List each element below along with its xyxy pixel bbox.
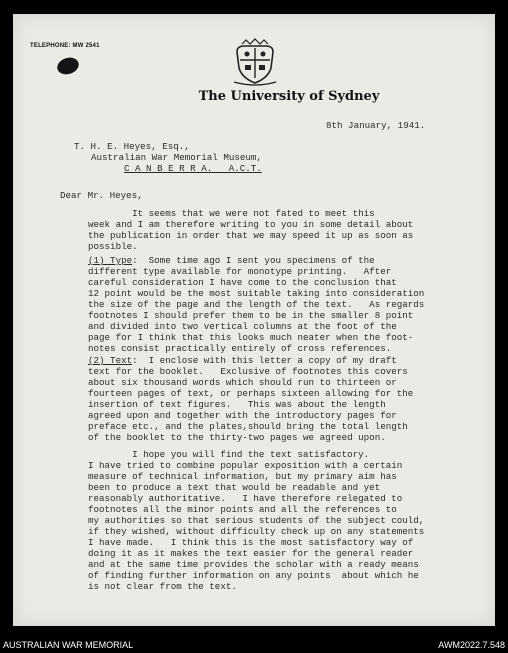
paragraph-type-text: : Some time ago I sent you specimens of the different type available for monotype printing. After careful consideration I have come to the conclusion that 12 point would be the most suitable taking into consideration the size of the page and the length of the text. As regards footnotes I should prefer them to be in the smaller 8 point and divided into two vertical columns at the foot of the page for I think that this looks much neater when the foot- notes consist practically entirely of cross references. [88, 255, 425, 354]
university-crest-icon [230, 38, 280, 86]
recipient-place: C A N B E R R A. A.C.T. [124, 163, 262, 174]
recipient-organisation: Australian War Memorial Museum, [91, 152, 262, 163]
recipient-name: T. H. E. Heyes, Esq., [74, 141, 190, 152]
footer-accession: AWM2022.7.548 [438, 640, 505, 650]
letter-date: 8th January, 1941. [326, 120, 426, 131]
paragraph-type [88, 255, 424, 354]
paragraph-text-body: : I enclose with this letter a copy of my draft text for the booklet. Exclusive of footnotes this covers about six thousand words which should run to thirteen or fourteen pages of text, or perhaps sixteen allowing for the insertion of text figures. This was about the length agreed upon and together with the introductory pages for preface etc., and the plates,should bring the total length of the booklet to the thirty-two pages we agreed upon. [88, 355, 414, 443]
salutation: Dear Mr. Heyes, [60, 190, 143, 201]
university-name: The University of Sydney [198, 89, 380, 104]
telephone-number: TELEPHONE: MW 2541 [30, 43, 100, 49]
paragraph-intro: It seems that we were not fated to meet this week and I am therefore writing to you in some detail about the publication in order that we may speed it up as soon as possible. [88, 208, 414, 252]
paragraph-text [88, 355, 413, 443]
footer-source: AUSTRALIAN WAR MEMORIAL [3, 640, 134, 650]
recipient-address [74, 141, 262, 174]
paragraph-type-heading: (1) Type [88, 255, 133, 266]
paragraph-text-heading: (2) Text [88, 355, 133, 366]
paragraph-closing: I hope you will find the text satisfactory. I have tried to combine popular exposition with a certain measure of technical information, but my primary aim has been to produce a text that would be readable and yet reasonably authoritative. I have therefore relegated to footnotes all the minor points and all the references to my authorities so that serious students of the subject could, if they wished, without difficulty check up on any statements I have made. I think this is the most satisfactory way of doing it as it makes the text easier for the general reader and at the same time provides the scholar with a ready means of finding further information on any points about which he is not clear from the text. [88, 449, 425, 592]
